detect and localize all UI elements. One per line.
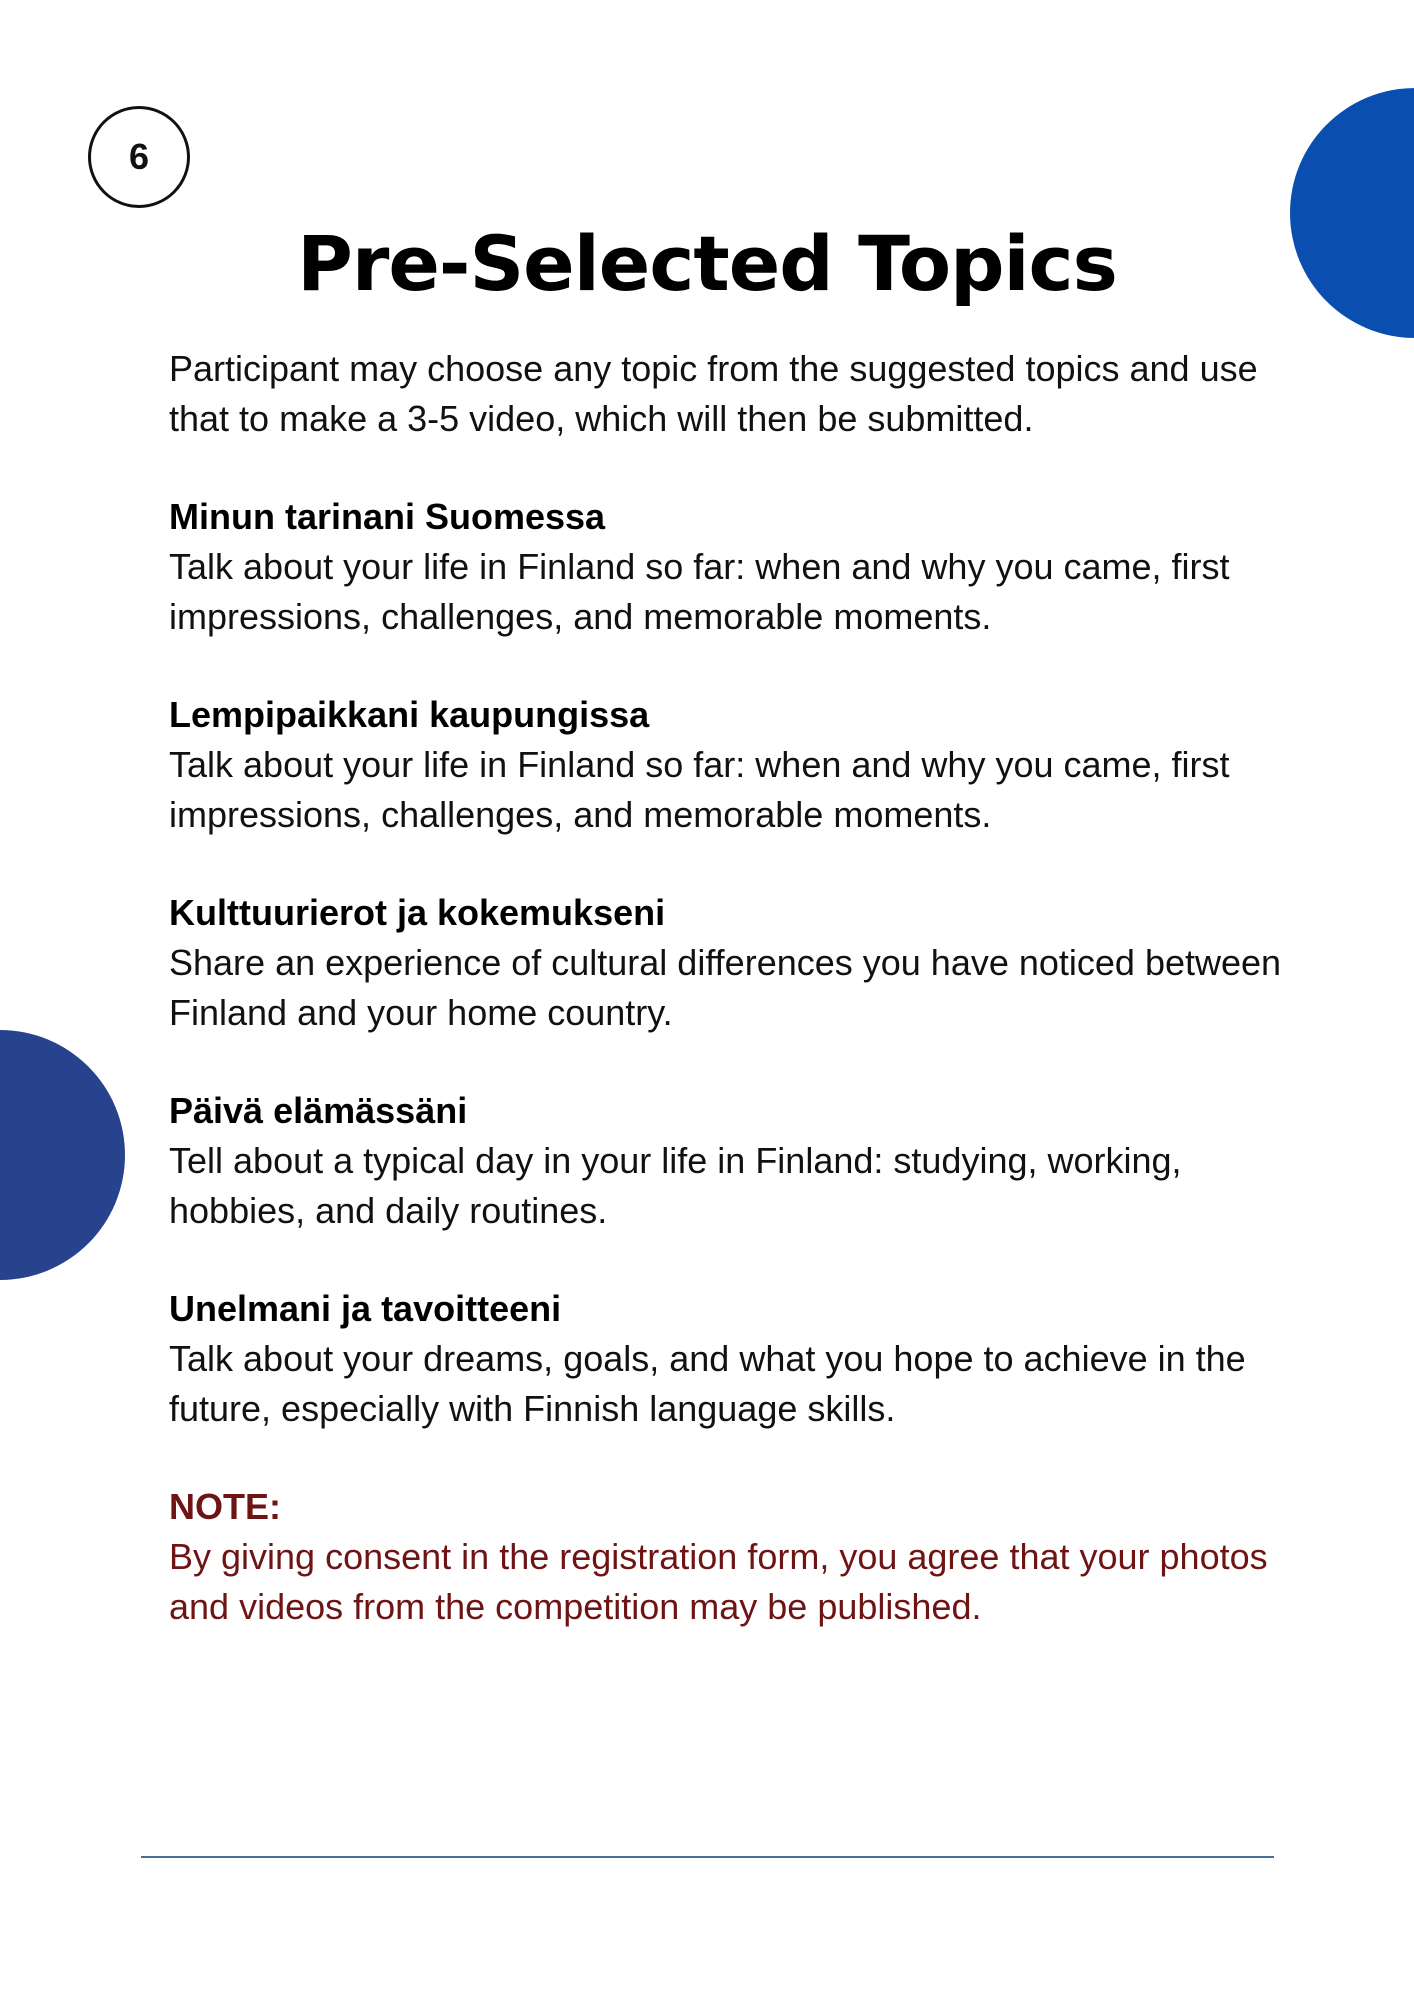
page-number-badge bbox=[88, 106, 190, 208]
footer-divider bbox=[141, 1856, 1274, 1858]
topic-title: Minun tarinani Suomessa bbox=[169, 496, 606, 537]
topic-item bbox=[169, 1284, 1299, 1434]
topic-title: Kulttuurierot ja kokemukseni bbox=[169, 892, 666, 933]
topic-item bbox=[169, 1086, 1299, 1236]
topic-description: Talk about your dreams, goals, and what you hope to achieve in the future, especially with Finnish language skills. bbox=[169, 1338, 1246, 1429]
topic-item bbox=[169, 492, 1299, 642]
topic-item bbox=[169, 888, 1299, 1038]
note-block bbox=[169, 1482, 1299, 1632]
decorative-circle-left bbox=[0, 1030, 125, 1280]
topic-description: Talk about your life in Finland so far: when and why you came, first impressions, challenges, and memorable moments. bbox=[169, 546, 1230, 637]
page-title: Pre-Selected Topics bbox=[297, 219, 1117, 308]
topic-title: Päivä elämässäni bbox=[169, 1090, 468, 1131]
topic-description: Share an experience of cultural differences you have noticed between Finland and your home country. bbox=[169, 942, 1282, 1033]
topic-description: Talk about your life in Finland so far: when and why you came, first impressions, challenges, and memorable moments. bbox=[169, 744, 1230, 835]
topic-title: Lempipaikkani kaupungissa bbox=[169, 694, 650, 735]
main-content bbox=[169, 344, 1299, 1632]
page-number: 6 bbox=[128, 136, 150, 177]
topic-title: Unelmani ja tavoitteeni bbox=[169, 1288, 562, 1329]
intro-paragraph: Participant may choose any topic from the suggested topics and use that to make a 3-5 video, which will then be submitted. bbox=[169, 348, 1258, 439]
topic-item bbox=[169, 690, 1299, 840]
topic-description: Tell about a typical day in your life in Finland: studying, working, hobbies, and daily routines. bbox=[169, 1140, 1182, 1231]
note-text: By giving consent in the registration form, you agree that your photos and videos from the competition may be published. bbox=[169, 1536, 1268, 1627]
note-label: NOTE: bbox=[169, 1486, 281, 1527]
